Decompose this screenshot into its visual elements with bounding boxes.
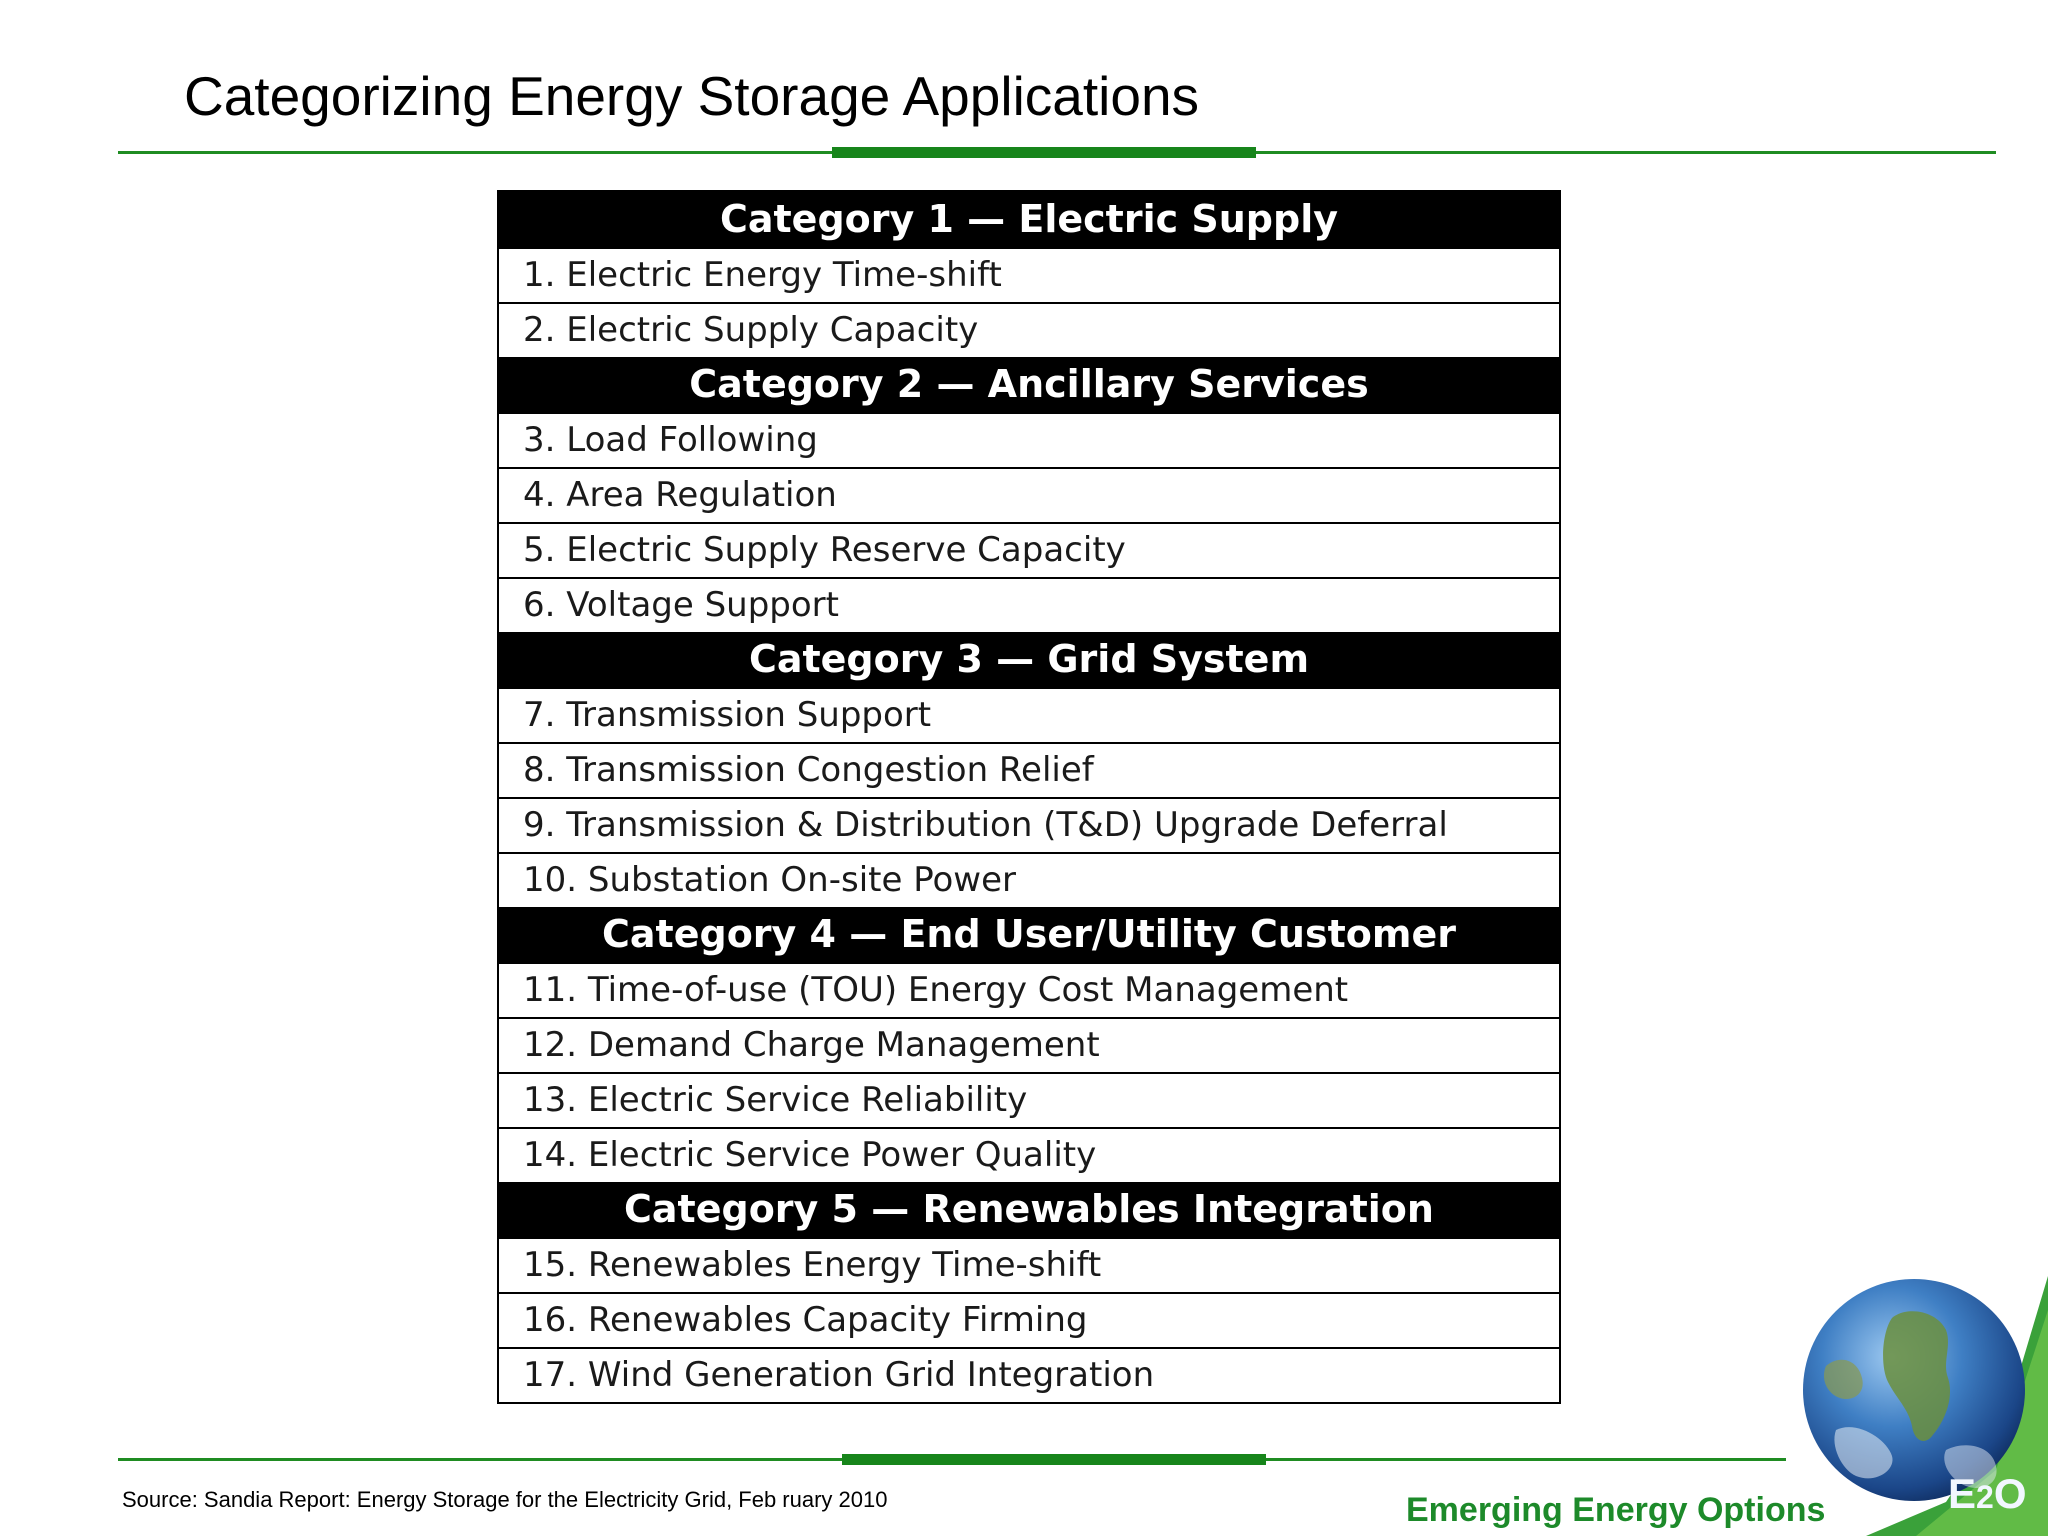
table-row: 10. Substation On-site Power — [499, 852, 1559, 907]
table-row: 8. Transmission Congestion Relief — [499, 742, 1559, 797]
category-header-4: Category 4 — End User/Utility Customer — [499, 907, 1559, 962]
table-row: 12. Demand Charge Management — [499, 1017, 1559, 1072]
table-row: 14. Electric Service Power Quality — [499, 1127, 1559, 1182]
table-row: 5. Electric Supply Reserve Capacity — [499, 522, 1559, 577]
brand-name: Emerging Energy Options — [1406, 1491, 1826, 1529]
footer-rule-accent — [842, 1454, 1266, 1465]
table-row: 9. Transmission & Distribution (T&D) Upgrade Deferral — [499, 797, 1559, 852]
table-row: 1. Electric Energy Time-shift — [499, 247, 1559, 302]
table-row: 11. Time-of-use (TOU) Energy Cost Management — [499, 962, 1559, 1017]
category-header-3: Category 3 — Grid System — [499, 632, 1559, 687]
logo-text-e: E — [1948, 1470, 1977, 1517]
category-header-1: Category 1 — Electric Supply — [499, 192, 1559, 247]
title-rule-accent — [832, 147, 1256, 158]
table-row: 6. Voltage Support — [499, 577, 1559, 632]
table-row: 15. Renewables Energy Time-shift — [499, 1237, 1559, 1292]
category-header-5: Category 5 — Renewables Integration — [499, 1182, 1559, 1237]
slide-title: Categorizing Energy Storage Applications — [184, 65, 1200, 127]
table-row: 7. Transmission Support — [499, 687, 1559, 742]
table-row: 13. Electric Service Reliability — [499, 1072, 1559, 1127]
table-row: 3. Load Following — [499, 412, 1559, 467]
table-row: 16. Renewables Capacity Firming — [499, 1292, 1559, 1347]
table-row: 2. Electric Supply Capacity — [499, 302, 1559, 357]
logo-text-2: 2 — [1976, 1479, 1994, 1515]
source-citation: Source: Sandia Report: Energy Storage for the Electricity Grid, Feb ruary 2010 — [122, 1487, 888, 1512]
logo-text-o: O — [1993, 1470, 2027, 1517]
table-row: 17. Wind Generation Grid Integration — [499, 1347, 1559, 1402]
logo-text — [1948, 1470, 2026, 1518]
table-row: 4. Area Regulation — [499, 467, 1559, 522]
category-header-2: Category 2 — Ancillary Services — [499, 357, 1559, 412]
applications-table — [497, 190, 1561, 1404]
